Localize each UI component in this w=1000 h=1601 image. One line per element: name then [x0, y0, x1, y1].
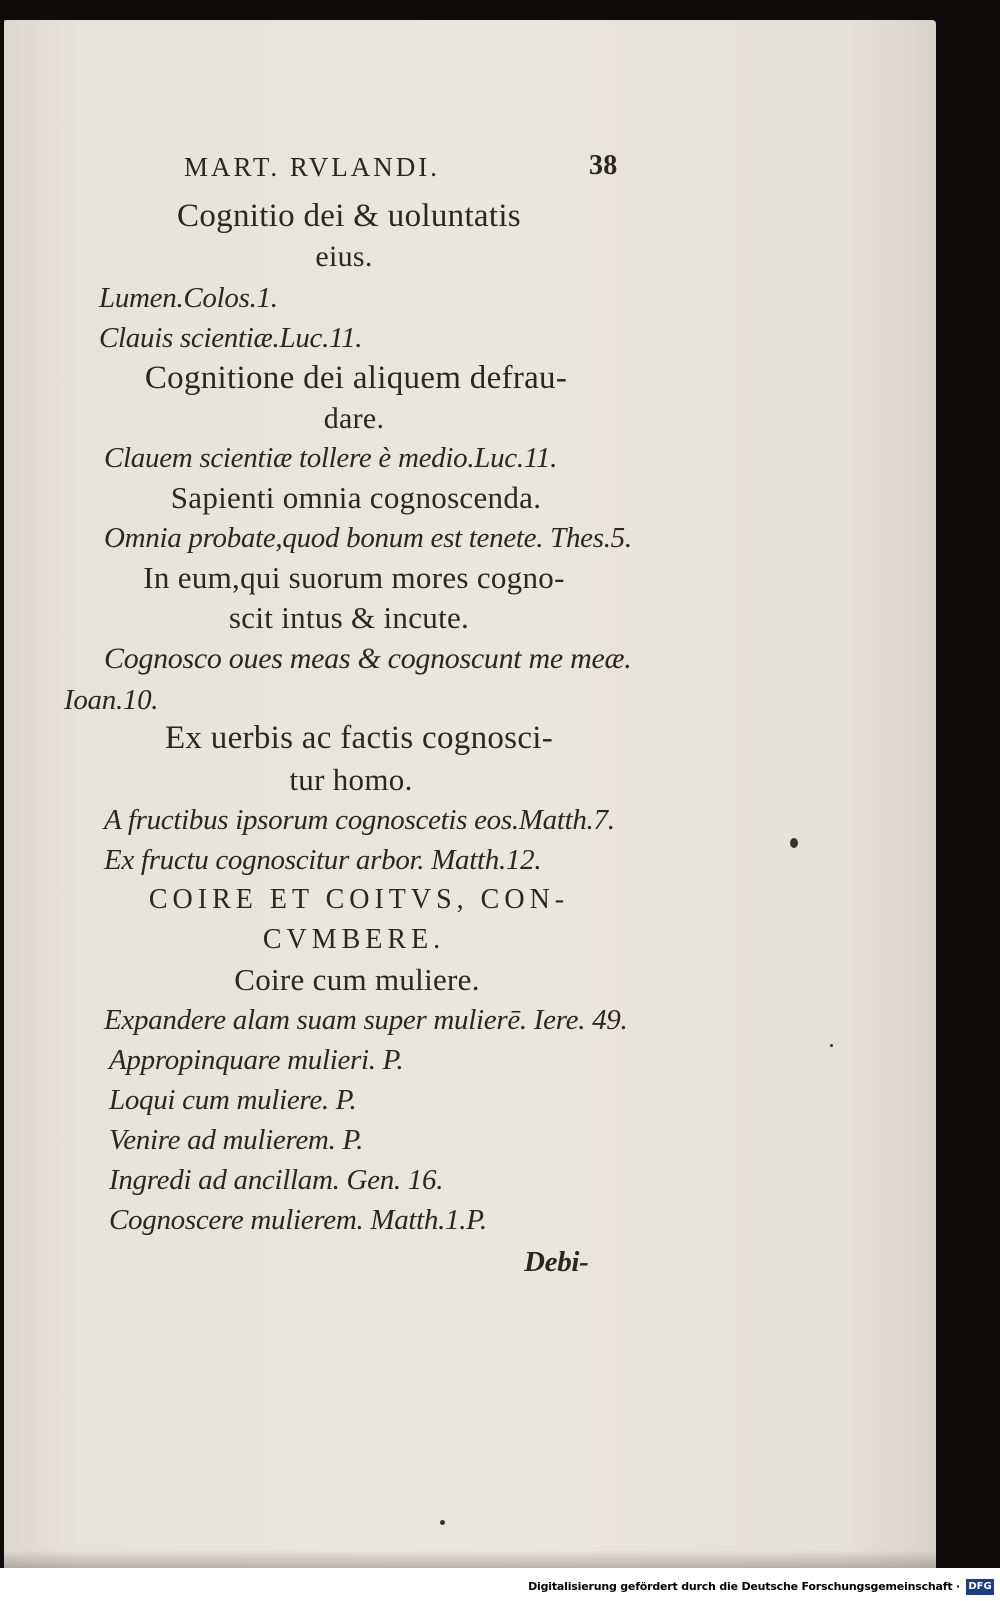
footer-credit: Digitalisierung gefördert durch die Deutsche Forschungsgemeinschaft · — [528, 1580, 960, 1593]
heading-ex-uerbis-cont: tur homo. — [289, 762, 413, 797]
citation-line: Ex fructu cognoscitur arbor. Matth.12. — [104, 844, 542, 876]
citation-line: Loqui cum muliere. P. — [109, 1084, 357, 1116]
running-title: MART. RVLANDI. — [184, 152, 440, 182]
section-heading-coire: COIRE ET COITVS, CON- — [148, 884, 570, 915]
heading-cognitione-dei-cont: dare. — [323, 402, 385, 435]
section-heading-coire-cont: CVMBERE. — [262, 924, 446, 955]
heading-sapienti: Sapienti omnia cognoscenda. — [170, 480, 542, 515]
citation-line: Expandere alam suam super mulierē. Iere. 49. — [104, 1004, 628, 1036]
citation-line: Venire ad mulierem. P. — [109, 1124, 364, 1156]
digitization-footer — [0, 1568, 1000, 1601]
citation-line: Cognoscere mulierem. Matth.1.P. — [109, 1204, 487, 1236]
heading-in-eum-cont: scit intus & incute. — [228, 600, 470, 635]
citation-line: Ingredi ad ancillam. Gen. 16. — [109, 1164, 444, 1196]
citation-line: Ioan.10. — [64, 684, 159, 716]
heading-cognitione-dei: Cognitione dei aliquem defrau- — [144, 360, 568, 396]
heading-ex-uerbis: Ex uerbis ac factis cognosci- — [164, 720, 554, 756]
citation-line: Cognosco oues meas & cognoscunt me meæ. — [104, 642, 632, 675]
catchword: Debi- — [524, 1246, 589, 1278]
citation-line: Clauem scientiæ tollere è medio.Luc.11. — [104, 442, 558, 474]
heading-cognitio-dei: Cognitio dei & uoluntatis — [177, 198, 521, 234]
ink-speck — [440, 1520, 445, 1525]
dfg-logo: DFG — [966, 1579, 994, 1595]
citation-line: Lumen.Colos.1. — [99, 282, 278, 314]
page-number: 38 — [589, 150, 618, 181]
citation-line: Omnia probate,quod bonum est tenete. Thes.5. — [104, 522, 632, 554]
heading-in-eum: In eum,qui suorum mores cogno- — [143, 560, 565, 595]
book-page — [4, 20, 936, 1568]
ink-speck — [830, 1044, 833, 1047]
heading-coire-cum-muliere: Coire cum muliere. — [234, 962, 480, 997]
citation-line: Appropinquare mulieri. P. — [109, 1044, 404, 1076]
heading-cognitio-dei-cont: eius. — [315, 240, 373, 273]
citation-line: Clauis scientiæ.Luc.11. — [99, 322, 363, 354]
citation-line: A fructibus ipsorum cognoscetis eos.Matth.7. — [104, 804, 615, 836]
ink-speck — [790, 838, 798, 848]
